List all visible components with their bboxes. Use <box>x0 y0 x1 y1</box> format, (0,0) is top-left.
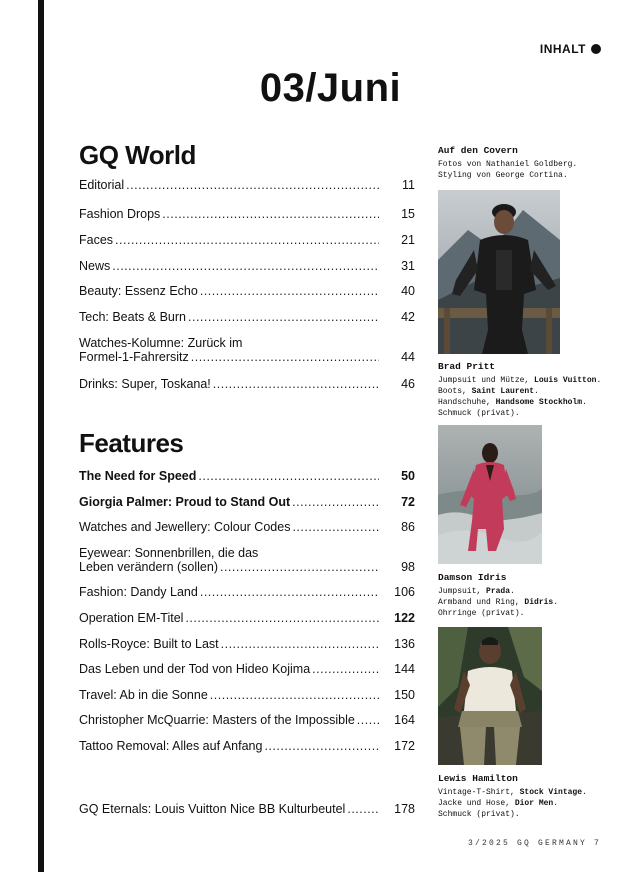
cover-photo-damson-idris[interactable] <box>438 425 542 564</box>
dot-leader <box>162 207 379 221</box>
toc-item-title: Das Leben und der Tod von Hideo Kojima <box>79 662 311 676</box>
toc-item-page: 136 <box>394 637 415 651</box>
toc-item-title: Rolls-Royce: Built to Last <box>79 637 219 651</box>
dot-leader <box>357 713 379 727</box>
toc-item-title: Drinks: Super, Toskana! <box>79 377 211 391</box>
toc-item-title: Formel-1-Fahrersitz <box>79 350 189 364</box>
cover-credits-line: Fotos von Nathaniel Goldberg. <box>438 160 578 169</box>
caption-damson-idris <box>438 572 608 619</box>
toc-item-title-line1: Watches-Kolumne: Zurück im <box>79 336 243 350</box>
caption-brand: Stock Vintage <box>519 788 583 797</box>
toc-item-title: News <box>79 259 111 273</box>
cover-photo-lewis-hamilton[interactable] <box>438 627 542 765</box>
caption-text: Handschuhe, <box>438 398 496 407</box>
toc-item-title: Operation EM-Titel <box>79 611 184 625</box>
cover-photo-brad-pritt[interactable] <box>438 190 560 354</box>
dot-leader <box>200 585 379 599</box>
dot-leader <box>292 495 379 509</box>
toc-item-title: Faces <box>79 233 114 247</box>
caption-line <box>438 397 608 408</box>
toc-item-title: Watches and Jewellery: Colour Codes <box>79 520 291 534</box>
toc-item[interactable] <box>79 336 415 364</box>
caption-punct: . <box>582 788 587 797</box>
toc-item-title: Tattoo Removal: Alles auf Anfang <box>79 739 263 753</box>
toc-item[interactable] <box>79 585 415 599</box>
toc-item-page: 178 <box>394 802 415 816</box>
caption-line <box>438 586 608 597</box>
caption-line <box>438 787 608 798</box>
toc-item-title: Beauty: Essenz Echo <box>79 284 198 298</box>
caption-brad-pritt <box>438 361 608 419</box>
cover-credits-title: Auf den Covern <box>438 145 518 156</box>
toc-item-title: Leben verändern (sollen) <box>79 560 218 574</box>
caption-punct: . <box>534 387 539 396</box>
caption-text: Jacke und Hose, <box>438 799 515 808</box>
dot-leader <box>312 662 379 676</box>
toc-item-page: 172 <box>394 739 415 753</box>
toc-item-page: 42 <box>401 310 415 324</box>
caption-punct: . <box>510 587 515 596</box>
toc-item[interactable] <box>79 611 415 625</box>
toc-item-title-line1: Eyewear: Sonnenbrillen, die das <box>79 546 259 560</box>
page-spine-bar <box>38 0 44 872</box>
toc-item[interactable] <box>79 688 415 702</box>
toc-item-title: GQ Eternals: Louis Vuitton Nice BB Kulturbeutel <box>79 802 346 816</box>
toc-item[interactable] <box>79 739 415 753</box>
caption-text: Armband und Ring, <box>438 598 525 607</box>
toc-item-page: 44 <box>401 350 415 364</box>
dot-leader <box>112 259 379 273</box>
caption-brand: Didris <box>524 598 554 607</box>
page-footer: 3/2025 GQ GERMANY 7 <box>467 839 601 848</box>
toc-item-title: Travel: Ab in die Sonne <box>79 688 208 702</box>
cover-credits-line: Styling von George Cortina. <box>438 171 568 180</box>
caption-name: Lewis Hamilton <box>438 773 518 784</box>
toc-item[interactable] <box>79 233 415 247</box>
caption-punct: . <box>553 799 559 808</box>
toc-item-page: 31 <box>401 259 415 273</box>
toc-item-page: 164 <box>394 713 415 727</box>
caption-line <box>438 408 608 419</box>
dot-leader <box>200 284 379 298</box>
caption-lewis-hamilton <box>438 773 608 820</box>
caption-text: Schmuck (privat). <box>438 810 520 819</box>
dot-leader <box>347 802 379 816</box>
caption-brand: Dior Men <box>514 799 554 808</box>
cover-credits <box>438 145 608 181</box>
caption-line <box>438 608 608 619</box>
toc-item[interactable] <box>79 662 415 676</box>
section-tag-label: INHALT <box>539 42 586 56</box>
caption-text: Boots, <box>438 387 472 396</box>
dot-leader <box>264 739 379 753</box>
toc-item-title: The Need for Speed <box>79 469 197 483</box>
dot-leader <box>126 178 379 192</box>
caption-line <box>438 597 608 608</box>
dot-leader <box>210 688 379 702</box>
dot-leader <box>220 560 379 574</box>
toc-item[interactable] <box>79 637 415 651</box>
toc-item-title: Fashion Drops <box>79 207 161 221</box>
toc-item[interactable] <box>79 259 415 273</box>
toc-item[interactable] <box>79 802 415 816</box>
caption-text: Ohrringe (privat). <box>438 609 525 618</box>
caption-line <box>438 386 608 397</box>
toc-item[interactable] <box>79 546 415 574</box>
toc-item[interactable] <box>79 713 415 727</box>
caption-punct: . <box>582 398 587 407</box>
portrait-image <box>438 190 560 354</box>
section-tag <box>540 42 601 56</box>
dot-leader <box>115 233 379 247</box>
toc-item-page: 98 <box>401 560 415 574</box>
toc-item-page: 150 <box>394 688 415 702</box>
dot-leader <box>213 377 379 391</box>
bullet-dot-icon <box>591 44 601 54</box>
toc-item-page: 144 <box>394 662 415 676</box>
toc-item-title: Christopher McQuarrie: Masters of the Impossible <box>79 713 355 727</box>
caption-name: Damson Idris <box>438 572 507 583</box>
toc-item[interactable] <box>79 377 415 391</box>
caption-text: Vintage-T-Shirt, <box>438 788 520 797</box>
toc-item[interactable] <box>79 469 415 483</box>
caption-punct: . <box>596 376 602 385</box>
toc-item[interactable] <box>79 284 415 298</box>
toc-item-page: 106 <box>394 585 415 599</box>
caption-brand: Saint Laurent <box>471 387 535 396</box>
caption-text: Jumpsuit, <box>438 587 487 596</box>
toc-item-title: Editorial <box>79 178 125 192</box>
caption-name: Brad Pritt <box>438 361 496 372</box>
toc-item-page: 15 <box>401 207 415 221</box>
toc-item[interactable] <box>79 310 415 324</box>
dot-leader <box>221 637 379 651</box>
section-heading-features: Features <box>79 428 184 458</box>
dot-leader <box>185 611 379 625</box>
portrait-image <box>438 425 542 564</box>
caption-text: Schmuck (privat). <box>438 409 520 418</box>
section-heading-gq-world: GQ World <box>79 140 196 170</box>
caption-brand: Handsome Stockholm <box>495 398 583 407</box>
portrait-image <box>438 627 542 765</box>
dot-leader <box>188 310 379 324</box>
toc-item-title: Tech: Beats & Burn <box>79 310 187 324</box>
caption-line <box>438 809 608 820</box>
dot-leader <box>191 350 379 364</box>
caption-line <box>438 375 608 386</box>
toc-item[interactable] <box>79 495 415 509</box>
toc-item-page: 50 <box>401 469 415 483</box>
toc-item[interactable] <box>79 207 415 221</box>
toc-item[interactable] <box>79 178 415 192</box>
caption-text: Jumpsuit und Mütze, <box>438 376 535 385</box>
toc-item-page: 40 <box>401 284 415 298</box>
caption-brand: Prada <box>486 587 511 596</box>
toc-item-page: 72 <box>401 495 415 509</box>
dot-leader <box>292 520 379 534</box>
caption-punct: . <box>553 598 559 607</box>
toc-item[interactable] <box>79 520 415 534</box>
toc-item-title: Giorgia Palmer: Proud to Stand Out <box>79 495 291 509</box>
caption-line <box>438 798 608 809</box>
caption-brand: Louis Vuitton <box>534 376 597 385</box>
toc-item-page: 11 <box>402 178 415 192</box>
toc-item-page: 21 <box>401 233 415 247</box>
toc-item-page: 46 <box>401 377 415 391</box>
issue-title: 03/Juni <box>259 66 402 110</box>
toc-item-page: 122 <box>394 611 415 625</box>
dot-leader <box>198 469 379 483</box>
toc-item-title: Fashion: Dandy Land <box>79 585 198 599</box>
toc-item-page: 86 <box>401 520 415 534</box>
